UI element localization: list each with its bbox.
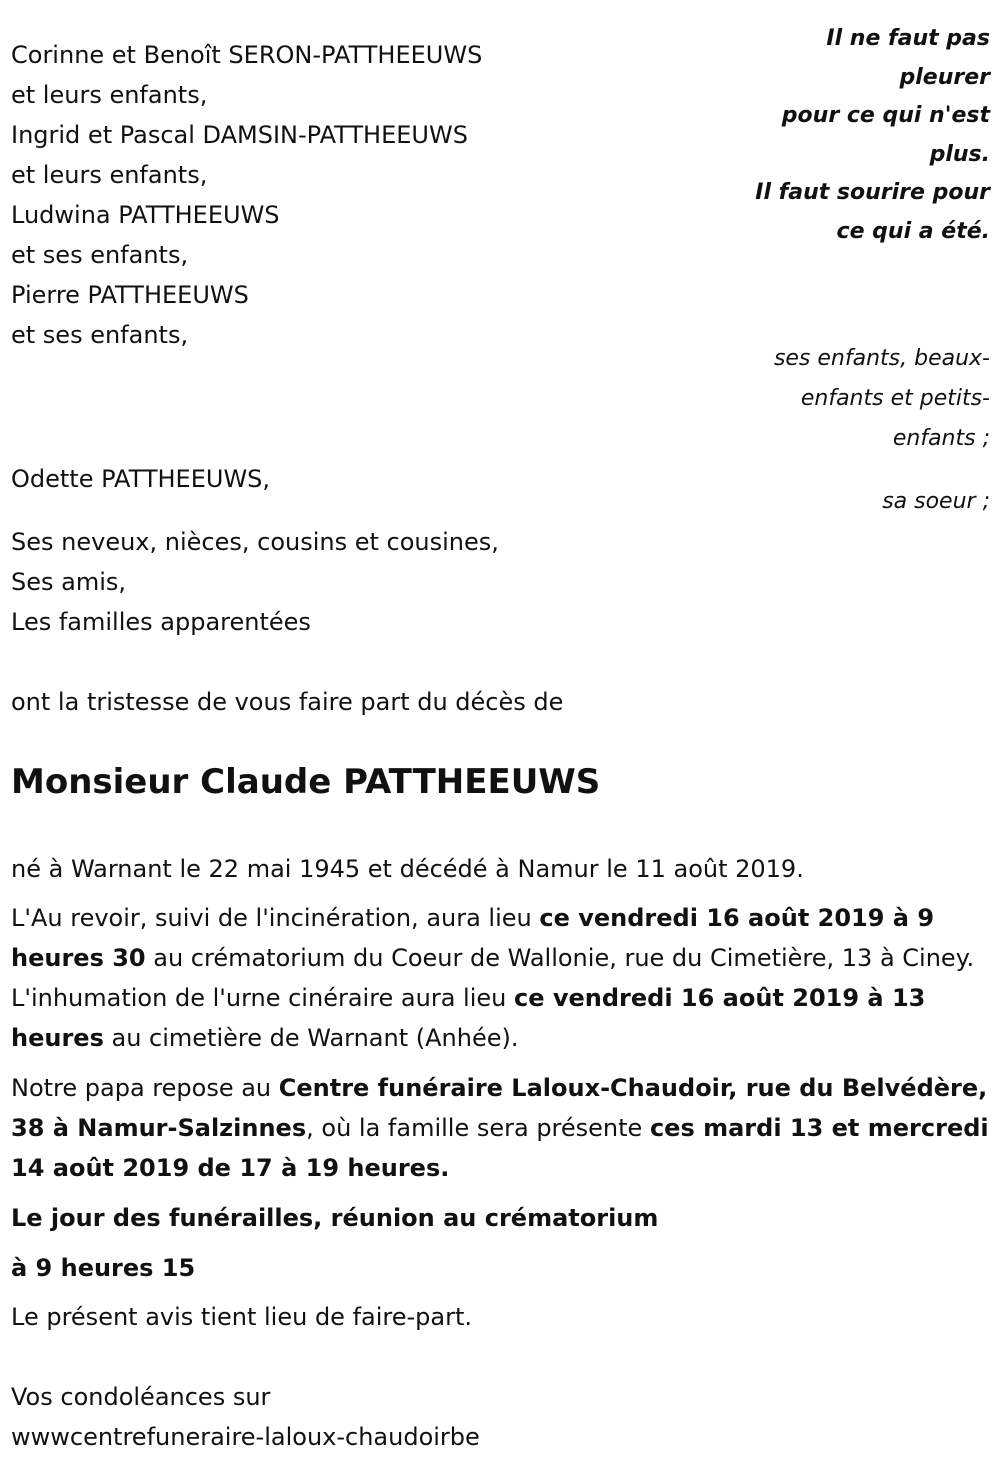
quote-line: plus. xyxy=(929,141,990,167)
announcement: ont la tristesse de vous faire part du décès de xyxy=(11,688,564,716)
others-line: Ses neveux, nièces, cousins et cousines, xyxy=(11,528,499,556)
family-line: et ses enfants, xyxy=(11,321,189,349)
birth-death: né à Warnant le 22 mai 1945 et décédé à Namur le 11 août 2019. xyxy=(11,855,804,883)
relation-sister: sa soeur ; xyxy=(882,489,990,514)
meeting-line: Le jour des funérailles, réunion au crématorium xyxy=(11,1204,659,1232)
meeting-time: à 9 heures 15 xyxy=(11,1254,196,1282)
quote-line: pleurer xyxy=(899,64,990,90)
others-line: Les familles apparentées xyxy=(11,608,311,636)
notice: Le présent avis tient lieu de faire-part. xyxy=(11,1303,473,1331)
quote-line: Il ne faut pas xyxy=(826,26,990,51)
family-line: Ludwina PATTHEEUWS xyxy=(11,201,280,229)
others-line: Ses amis, xyxy=(11,568,127,596)
quote-line: Il faut sourire pour xyxy=(755,180,990,205)
family-line: Pierre PATTHEEUWS xyxy=(11,281,249,309)
quote-line: pour ce qui n'est xyxy=(781,103,990,128)
relation-children: ses enfants, beaux- enfants et petits- enfants ; xyxy=(773,346,990,451)
family-line: et leurs enfants, xyxy=(11,81,208,109)
condolences-label: Vos condoléances sur xyxy=(11,1383,271,1411)
deceased-name: Monsieur Claude PATTHEEUWS xyxy=(11,762,601,802)
memorial-quote xyxy=(755,20,990,251)
condolences-link[interactable]: wwwcentrefuneraire-laloux-chaudoirbe xyxy=(11,1423,480,1451)
sister-name: Odette PATTHEEUWS, xyxy=(11,465,271,493)
family-line: et ses enfants, xyxy=(11,241,189,269)
family-line: Corinne et Benoît SERON-PATTHEEUWS xyxy=(11,41,483,69)
quote-line: ce qui a été. xyxy=(836,218,990,244)
rest-paragraph: Notre papa repose au Centre funéraire Laloux-Chaudoir, rue du Belvédère, 38 à Namur-Salzinnes, où la famille sera présente ces mardi 13 et mercredi 14 août 2019 de 17 à 19 heures. xyxy=(11,1074,989,1182)
family-line: Ingrid et Pascal DAMSIN-PATTHEEUWS xyxy=(11,121,468,149)
family-line: et leurs enfants, xyxy=(11,161,208,189)
ceremony-paragraph: L'Au revoir, suivi de l'incinération, aura lieu ce vendredi 16 août 2019 à 9 heures 30 au crématorium du Coeur de Wallonie, rue du Cimetière, 13 à Ciney. L'inhumation de l'urne cinéraire aura lieu ce vendredi 16 août 2019 à 13 heures au cimetière de Warnant (Anhée). xyxy=(11,904,975,1052)
